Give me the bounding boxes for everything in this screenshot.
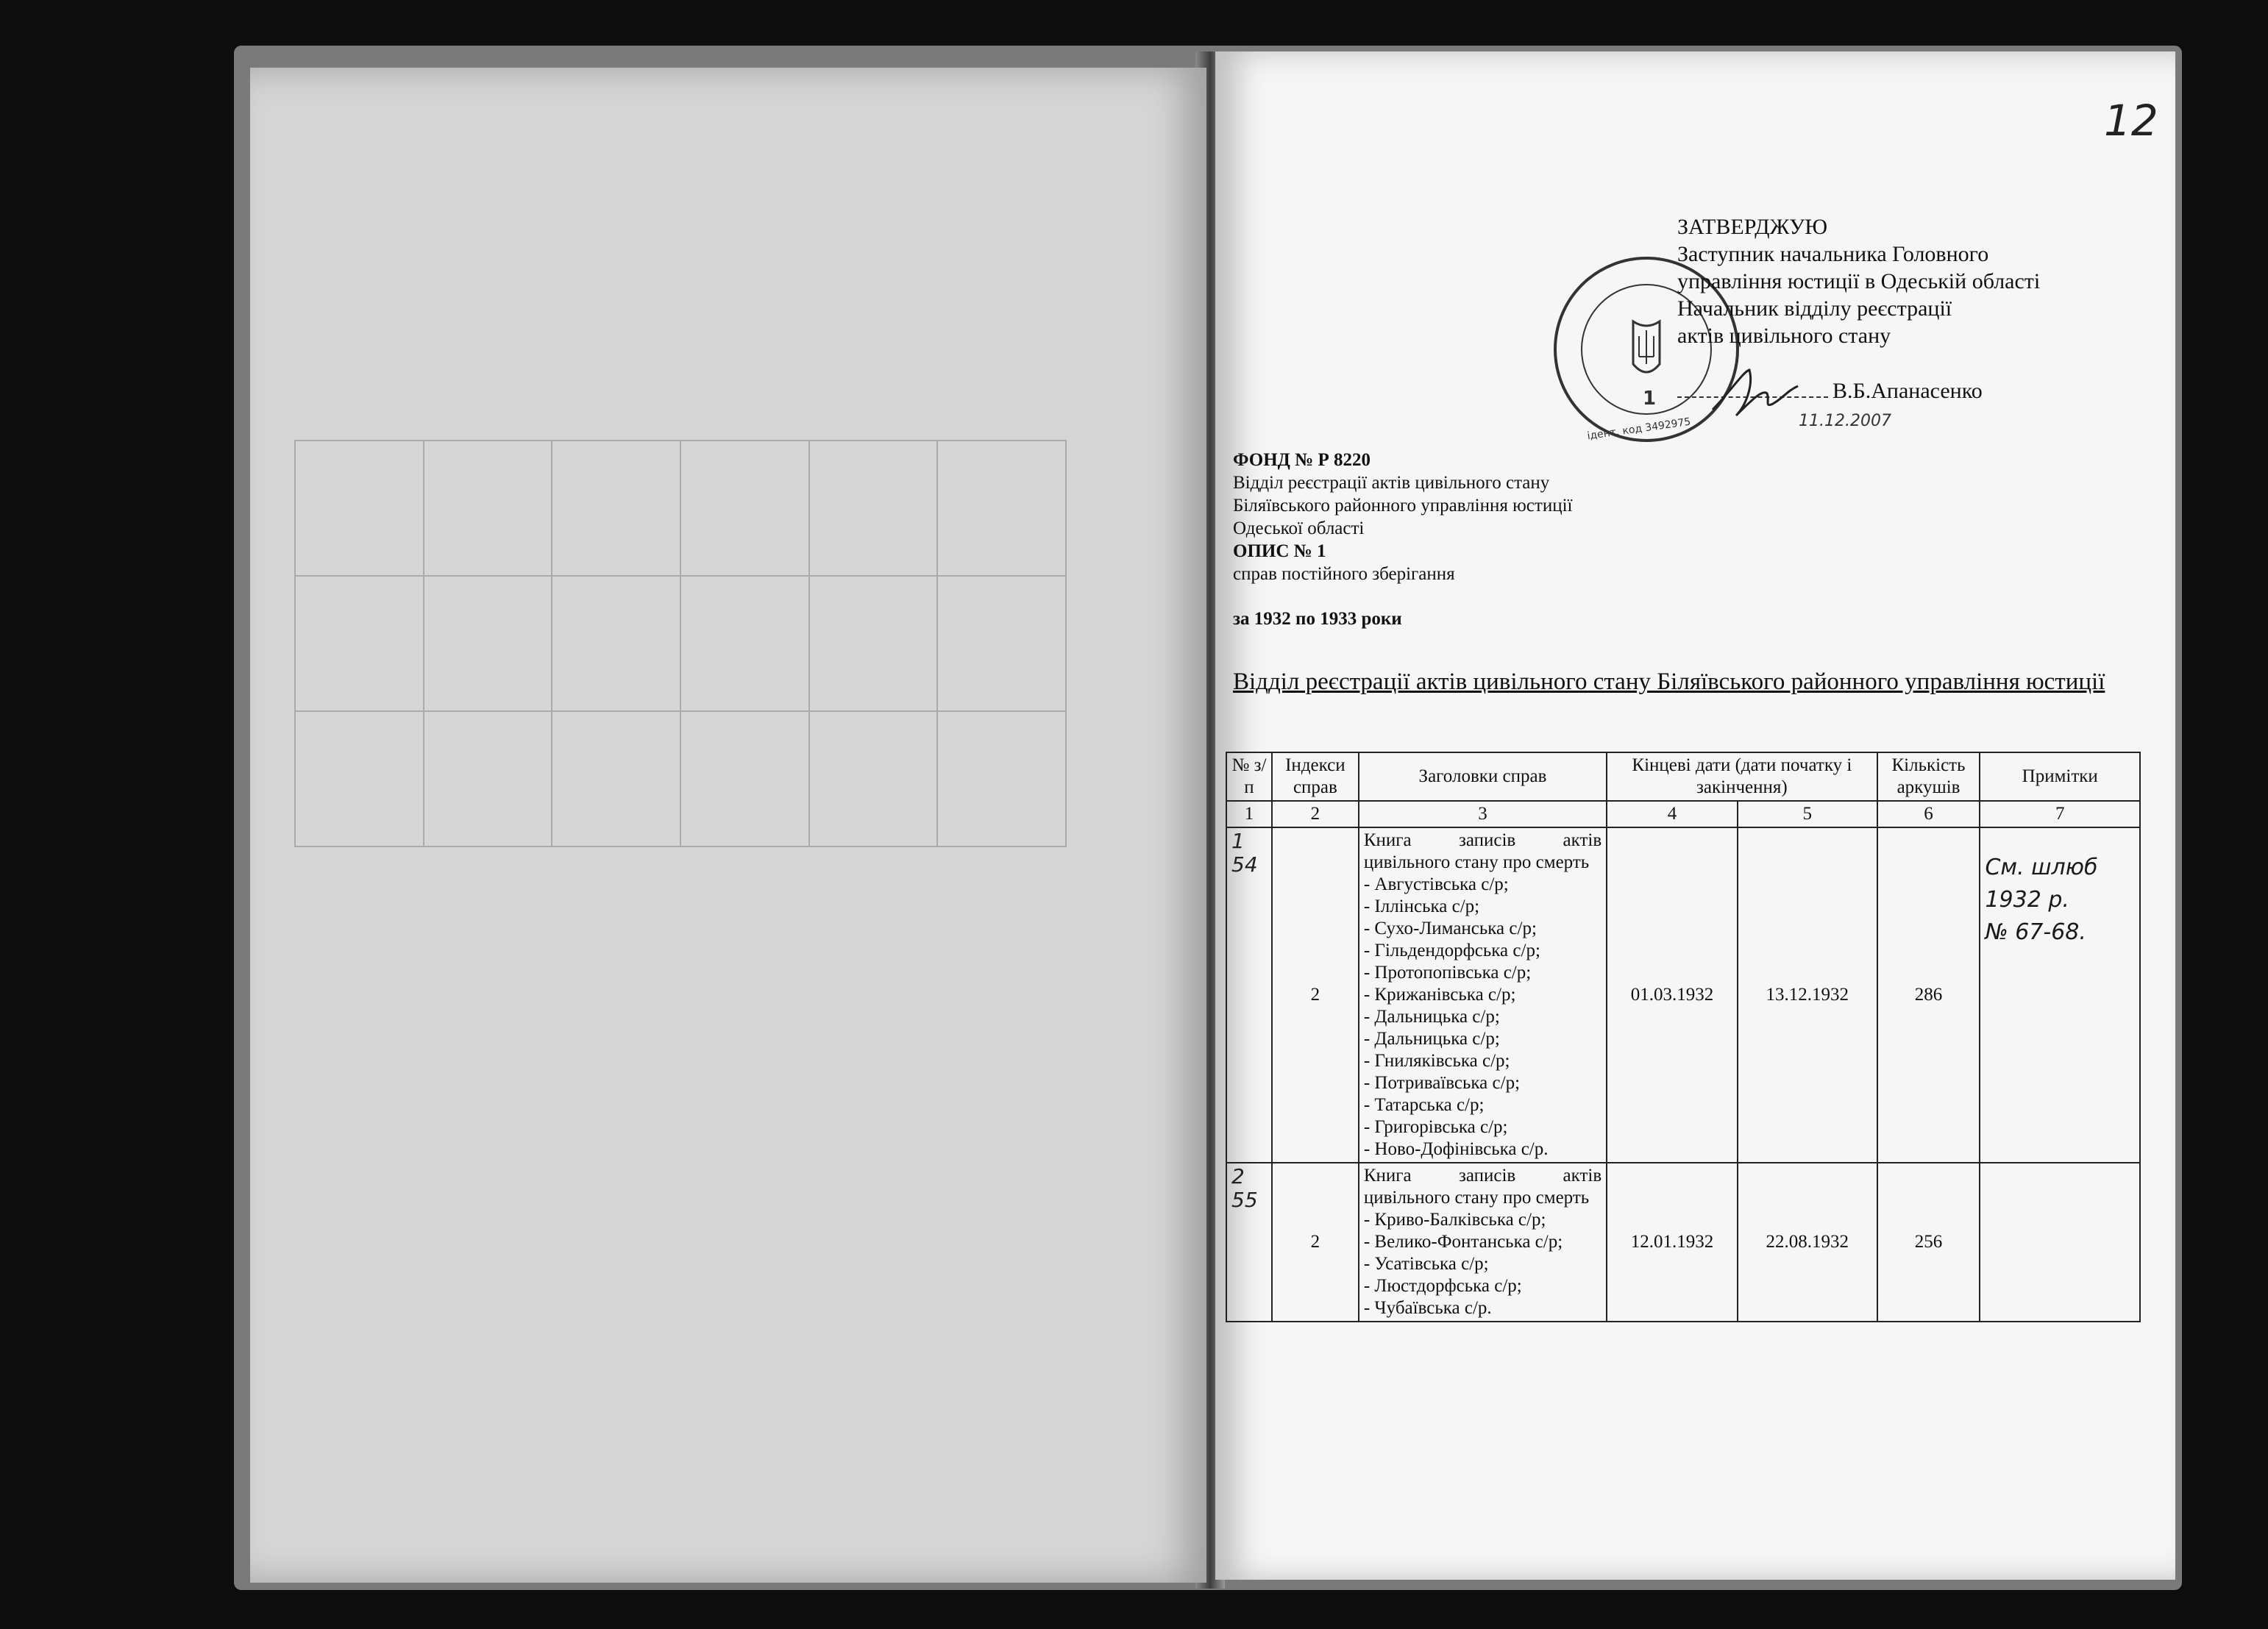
council-item: - Ново-Дофінівська с/р. — [1364, 1138, 1602, 1161]
council-item: - Чубаївська с/р. — [1364, 1297, 1602, 1319]
period: за 1932 по 1933 роки — [1233, 609, 1402, 629]
column-header-dates: Кінцеві дати (дати початку і закінчення) — [1607, 752, 1877, 801]
inventory-table — [1226, 752, 2141, 1322]
handwritten-number: 2 55 — [1231, 1164, 1258, 1212]
council-item: - Сухо-Лиманська с/р; — [1364, 918, 1602, 940]
approval-line: Начальник відділу реєстрації — [1677, 296, 1952, 321]
column-header-index: Індекси справ — [1272, 752, 1359, 801]
left-page — [250, 68, 1206, 1583]
column-number: 4 — [1607, 801, 1738, 827]
department-line: Одеської області — [1233, 518, 1365, 538]
fund-number: ФОНД № Р 8220 — [1233, 450, 1371, 470]
bleed-through-table — [294, 440, 1067, 847]
approval-line: актів цивільного стану — [1677, 324, 1891, 348]
council-item: - Дальницька с/р; — [1364, 1006, 1602, 1028]
svg-text:ідент. код 3492975: ідент. код 3492975 — [1586, 416, 1692, 443]
council-item: - Дальницька с/р; — [1364, 1028, 1602, 1050]
handwritten-number: 1 54 — [1231, 829, 1258, 877]
council-item: - Велико-Фонтанська с/р; — [1364, 1231, 1602, 1253]
inventory-header — [1233, 449, 1748, 630]
handwritten-note: См. шлюб 1932 р. № 67-68. — [1985, 855, 2098, 945]
council-item: - Усатівська с/р; — [1364, 1253, 1602, 1275]
council-list — [1364, 874, 1602, 1161]
column-number: 2 — [1272, 801, 1359, 827]
column-number: 3 — [1359, 801, 1607, 827]
council-item: - Григорівська с/р; — [1364, 1116, 1602, 1138]
council-list — [1364, 1209, 1602, 1319]
approval-line: Заступник начальника Головного — [1677, 242, 1989, 266]
table-row — [1226, 1163, 2140, 1322]
column-header-num: № з/п — [1226, 752, 1272, 801]
council-item: - Татарська с/р; — [1364, 1094, 1602, 1116]
row-title — [1359, 827, 1607, 1163]
column-header-title: Заголовки справ — [1359, 752, 1607, 801]
column-number-row — [1226, 801, 2140, 827]
row-date-end: 22.08.1932 — [1738, 1163, 1877, 1322]
row-date-start: 01.03.1932 — [1607, 827, 1738, 1163]
case-title: Книга записів актів цивільного стану про смерть — [1363, 1166, 1602, 1208]
bleed-through-content — [250, 68, 1206, 1583]
council-item: - Августівська с/р; — [1364, 874, 1602, 896]
council-item: - Іллінська с/р; — [1364, 896, 1602, 918]
row-sheets: 286 — [1877, 827, 1980, 1163]
signatory-name: В.Б.Апанасенко — [1832, 379, 1983, 403]
row-index: 2 — [1272, 1163, 1359, 1322]
department-line: Біляївського районного управління юстиції — [1233, 496, 1573, 516]
table-row — [1226, 827, 2140, 1163]
handwritten-signature — [1707, 364, 1802, 423]
row-title — [1359, 1163, 1607, 1322]
row-notes — [1980, 827, 2140, 1163]
council-item: - Гниляківська с/р; — [1364, 1050, 1602, 1072]
row-sheets: 256 — [1877, 1163, 1980, 1322]
council-item: - Криво-Балківська с/р; — [1364, 1209, 1602, 1231]
inventory-number: ОПИС № 1 — [1233, 541, 1326, 561]
case-title: Книга записів актів цивільного стану про смерть — [1363, 830, 1602, 872]
council-item: - Потриваївська с/р; — [1364, 1072, 1602, 1094]
svg-text:1: 1 — [1643, 388, 1657, 410]
table-header-row — [1226, 752, 2140, 801]
signature-date: 11.12.2007 — [1799, 412, 1891, 430]
column-number: 7 — [1980, 801, 2140, 827]
column-header-notes: Примітки — [1980, 752, 2140, 801]
row-index: 2 — [1272, 827, 1359, 1163]
approval-heading: ЗАТВЕРДЖУЮ — [1677, 215, 1828, 239]
approval-line: управління юстиції в Одеській області — [1677, 269, 2041, 293]
row-date-end: 13.12.1932 — [1738, 827, 1877, 1163]
department-heading: Відділ реєстрації актів цивільного стану Біляївського районного управління юстиції — [1233, 669, 2105, 695]
row-date-start: 12.01.1932 — [1607, 1163, 1738, 1322]
council-item: - Люстдорфська с/р; — [1364, 1275, 1602, 1297]
column-number: 5 — [1738, 801, 1877, 827]
row-number — [1226, 827, 1272, 1163]
department-line: Відділ реєстрації актів цивільного стану — [1233, 473, 1550, 493]
council-item: - Гільдендорфська с/р; — [1364, 940, 1602, 962]
council-item: - Протопопівська с/р; — [1364, 962, 1602, 984]
column-number: 1 — [1226, 801, 1272, 827]
column-header-sheets: Кількість аркушів — [1877, 752, 1980, 801]
page-number: 12 — [2104, 96, 2158, 146]
inventory-type: справ постійного зберігання — [1233, 564, 1455, 584]
row-notes — [1980, 1163, 2140, 1322]
council-item: - Крижанівська с/р; — [1364, 984, 1602, 1006]
row-number — [1226, 1163, 1272, 1322]
column-number: 6 — [1877, 801, 1980, 827]
